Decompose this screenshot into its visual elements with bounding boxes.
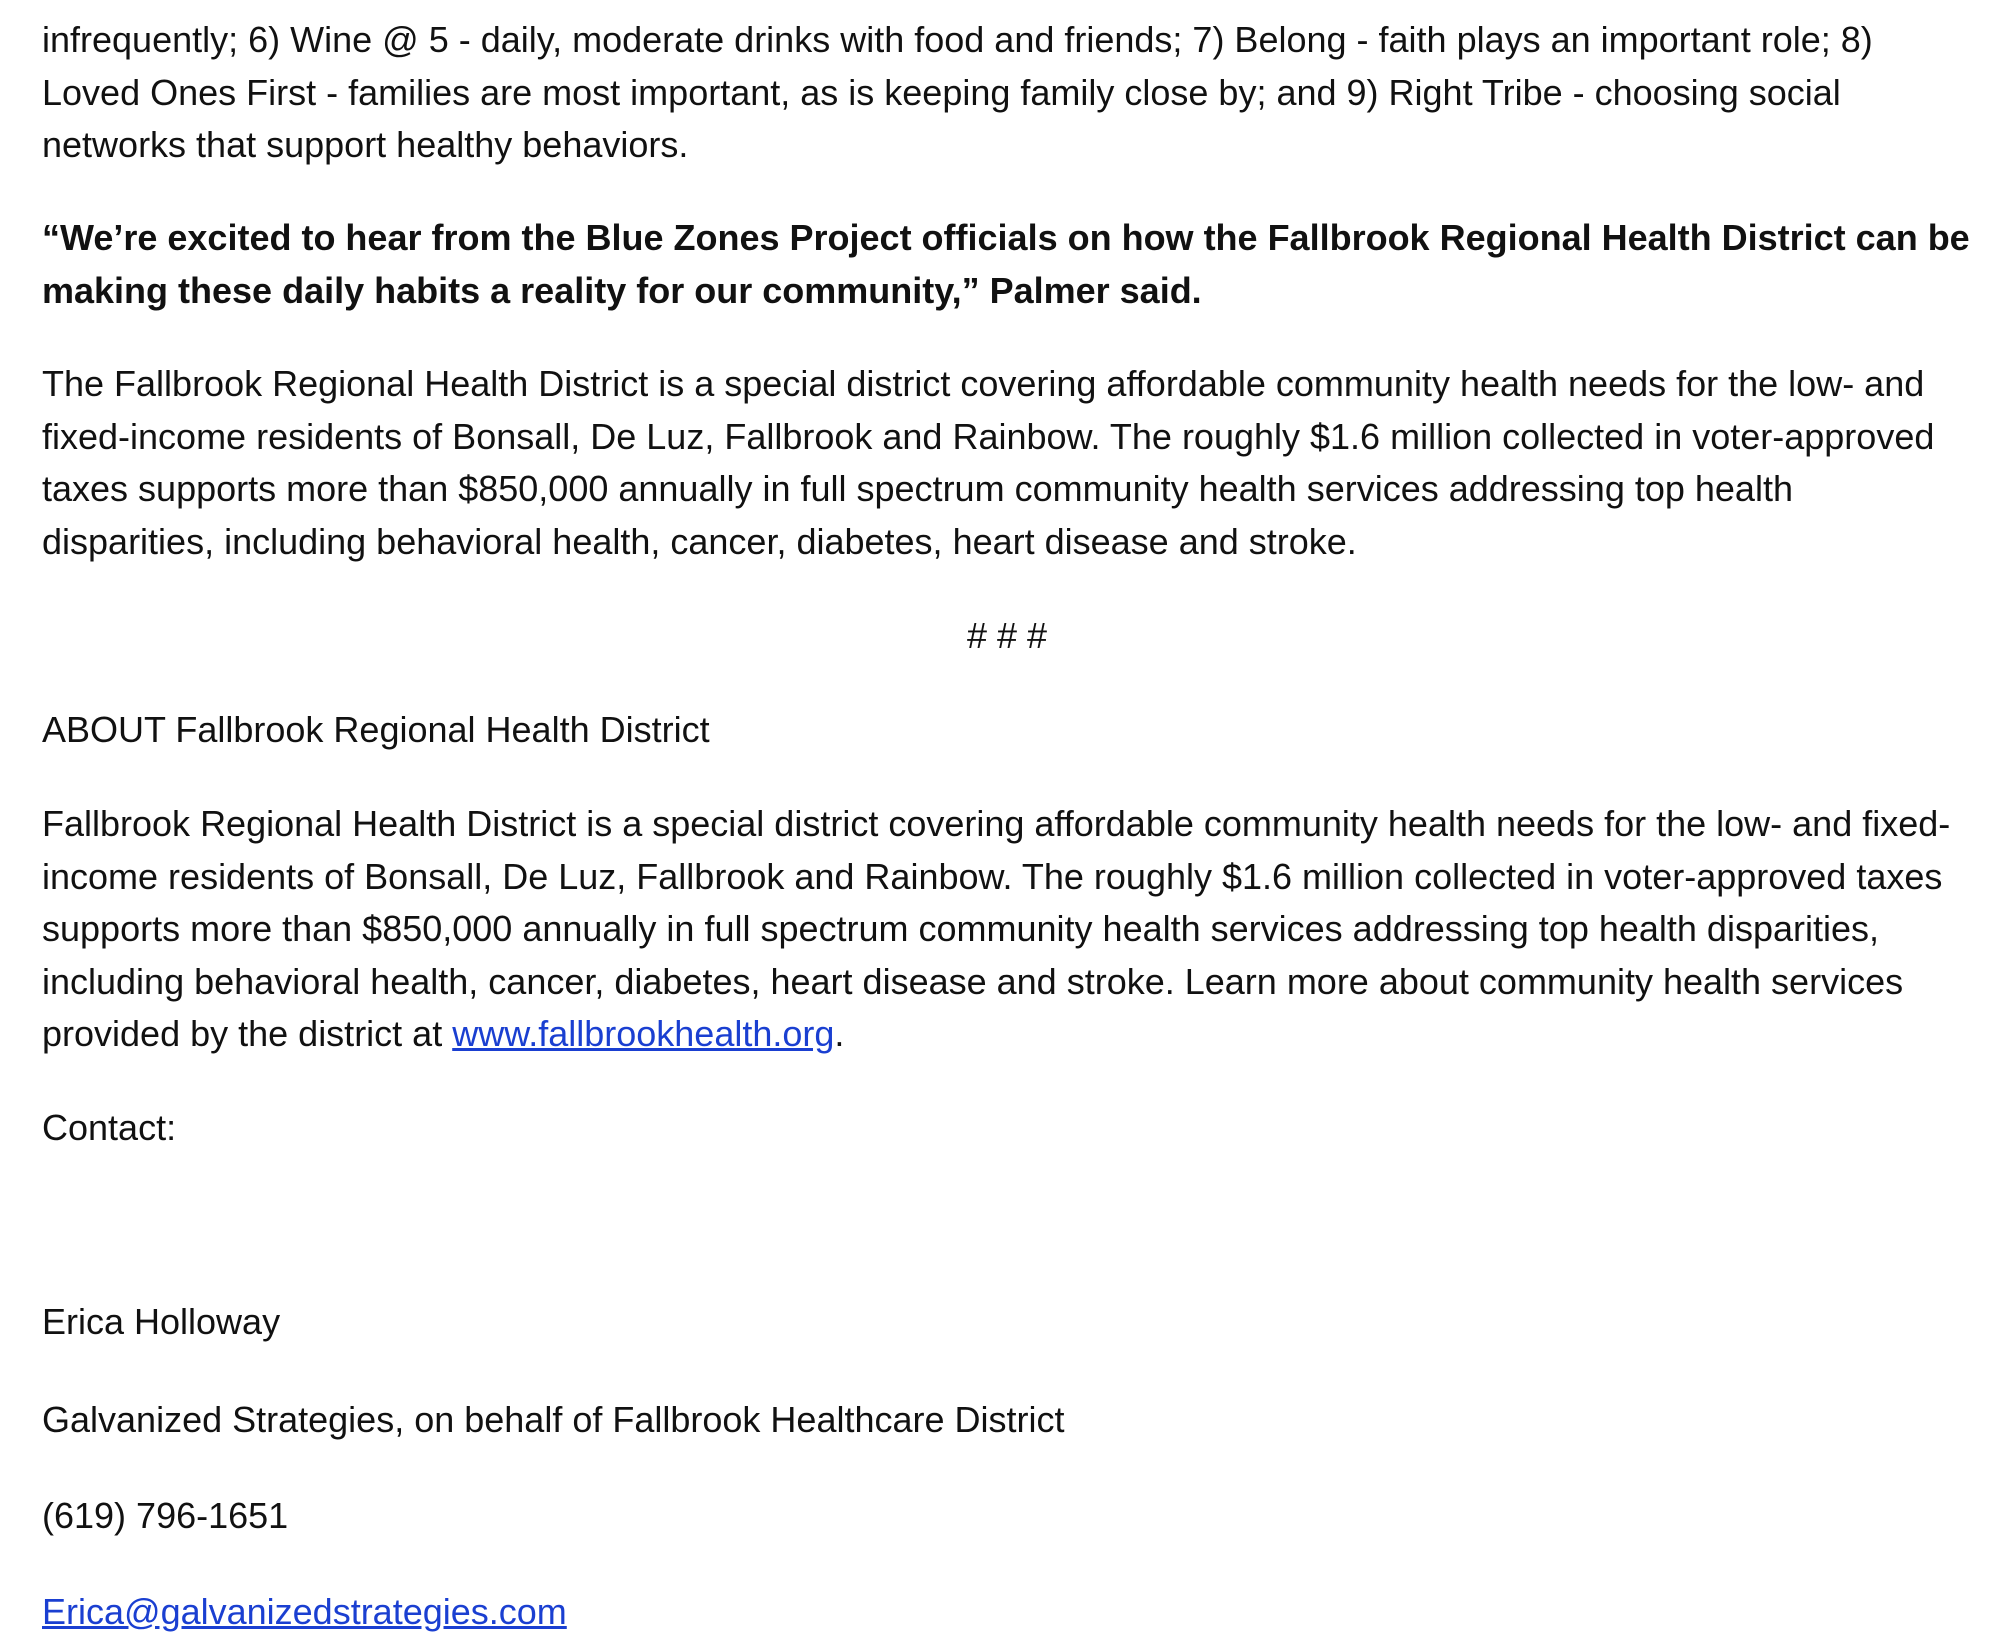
contact-label: Contact: <box>42 1107 177 1148</box>
contact-phone: (619) 796-1651 <box>42 1495 289 1536</box>
website-link[interactable]: www.fallbrookhealth.org <box>452 1013 835 1054</box>
about-end: . <box>834 1013 845 1054</box>
contact-email-link[interactable]: Erica@galvanizedstrategies.com <box>42 1591 567 1632</box>
about-paragraph <box>42 798 1972 1061</box>
about-text: Fallbrook Regional Health District is a special district covering affordable community health needs for the low- and fixed-income residents of Bonsall, De Luz, Fallbrook and Rainbow. The roughly $1.6 million collected in voter-approved taxes supports more than $850,000 annually in full spectrum community health services addressing top health disparities, including behavioral health, cancer, diabetes, heart disease and stroke. Learn more about community health services provided by the district at <box>42 803 1951 1054</box>
palmer-quote: “We’re excited to hear from the Blue Zones Project officials on how the Fallbrook Regional Health District can be making these daily habits a reality for our community,” Palmer said. <box>42 217 1970 311</box>
habits-paragraph: infrequently; 6) Wine @ 5 - daily, moderate drinks with food and friends; 7) Belong - faith plays an important role; 8) Loved Ones First - families are most important, as is keeping family close by; and 9) Right Tribe - choosing social networks that support healthy behaviors. <box>42 19 1873 165</box>
section-separator: # # # <box>966 615 1048 656</box>
district-paragraph: The Fallbrook Regional Health District is a special district covering affordable community health needs for the low- and fixed-income residents of Bonsall, De Luz, Fallbrook and Rainbow. The roughly $1.6 million collected in voter-approved taxes supports more than $850,000 annually in full spectrum community health services addressing top health disparities, including behavioral health, cancer, diabetes, heart disease and stroke. <box>42 363 1935 562</box>
contact-email-line <box>42 1586 1972 1639</box>
contact-name: Erica Holloway <box>42 1301 281 1342</box>
contact-organization: Galvanized Strategies, on behalf of Fallbrook Healthcare District <box>42 1399 1065 1440</box>
about-heading: ABOUT Fallbrook Regional Health District <box>42 709 710 750</box>
